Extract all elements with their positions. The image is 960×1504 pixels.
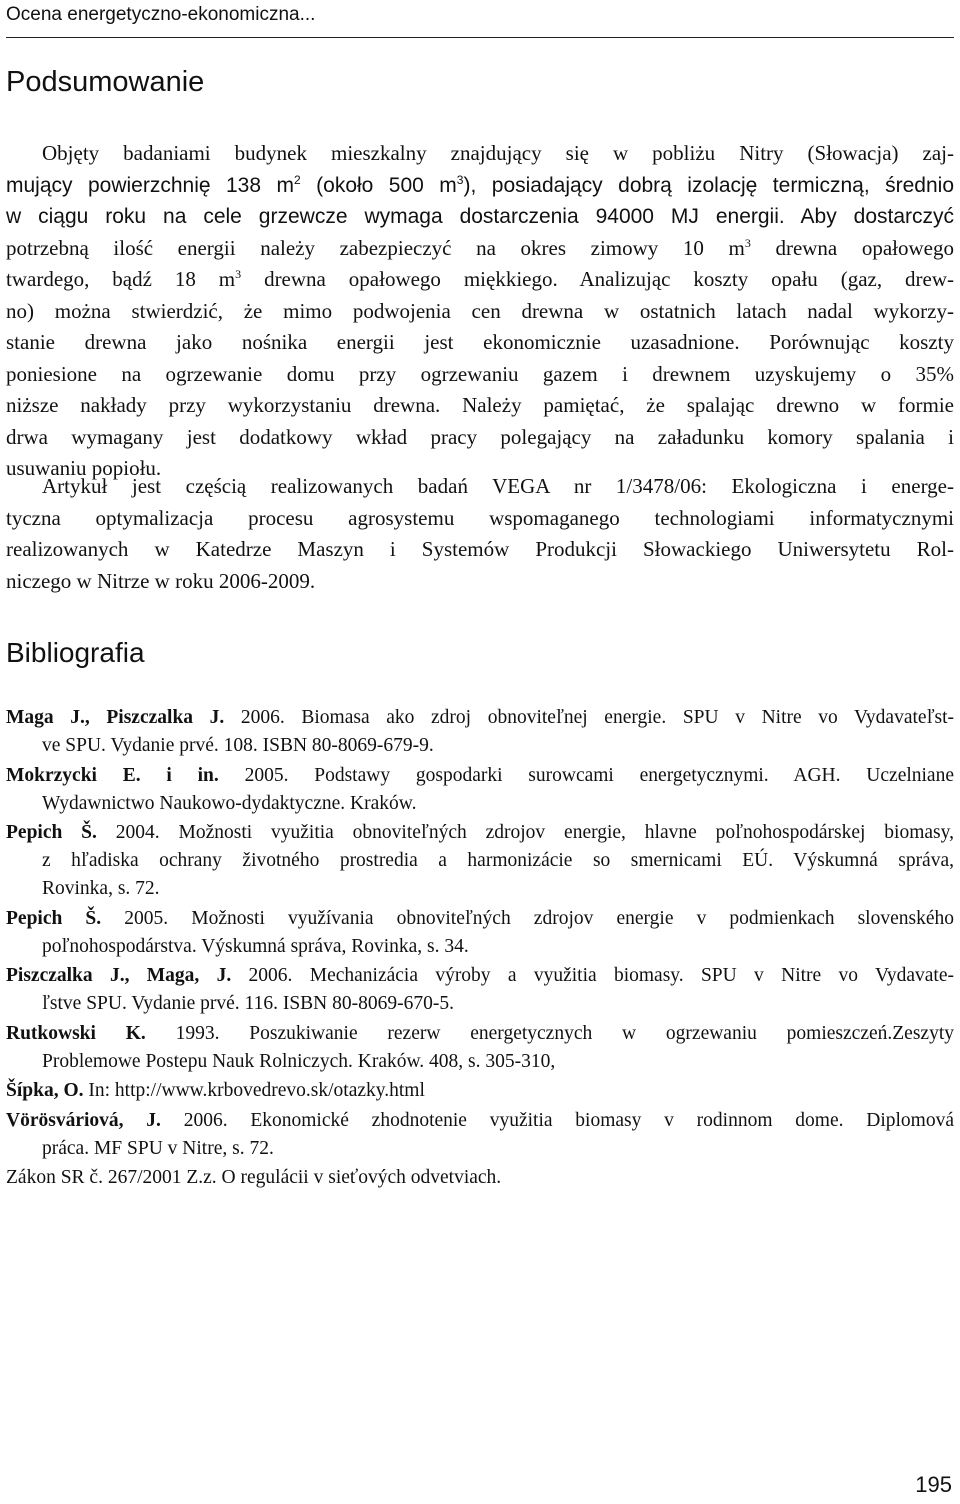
header-rule [6, 37, 954, 38]
bibliography-entry [6, 962, 954, 1018]
entry-line: poľnohospodárstva. Výskumná správa, Rovinka, s. 34. [42, 935, 469, 957]
superscript: 2 [294, 172, 301, 187]
bibliography-entry [6, 905, 954, 961]
text-line: Objęty badaniami budynek mieszkalny znajdujący się w pobliżu Nitry (Słowacja) zaj- [42, 141, 954, 165]
entry-text: 2006. Biomasa ako zdroj obnoviteľnej energie. SPU v Nitre vo Vydavateľst- [224, 707, 954, 728]
bibliography-entry [6, 762, 954, 818]
entry-author: Šípka, O. [6, 1080, 84, 1101]
entry-line: z hľadiska ochrany životného prostredia a harmonizácie so smernicami EÚ. Výskumná správa, [42, 850, 954, 871]
entry-author: Vörösváriová, J. [6, 1109, 161, 1131]
text-line: realizowanych w Katedrze Maszyn i Systemów Produkcji Słowackiego Uniwersytetu Rol- [6, 537, 954, 561]
entry-author: Pepich Š. [6, 907, 102, 929]
entry-author: Pepich Š. [6, 822, 97, 843]
entry-line [6, 962, 954, 990]
superscript: 3 [744, 235, 751, 250]
bibliography-entry [6, 1164, 954, 1192]
entry-text: 1993. Poszukiwanie rezerw energetycznych w ogrzewaniu pomieszczeń.Zeszyty [145, 1022, 954, 1044]
entry-line: Zákon SR č. 267/2001 Z.z. O regulácii v sieťových odvetviach. [6, 1167, 502, 1188]
bibliography-entry [6, 1077, 954, 1105]
text-span: drewna opałowego [750, 235, 954, 260]
text-line: niższe nakłady przy wykorzystaniu drewna. Należy pamiętać, że spalając drewno w formie [6, 393, 954, 417]
text-span: potrzebną ilość energii należy zabezpieczyć na okres zimowy 10 m [6, 235, 745, 260]
entry-line: Wydawnictwo Naukowo-dydaktyczne. Kraków. [42, 792, 417, 814]
entry-line: Rovinka, s. 72. [42, 878, 160, 899]
text-span: mujący powierzchnię 138 m [6, 173, 294, 197]
entry-author: Maga J., Piszczalka J. [6, 707, 225, 728]
entry-line: Problemowe Postepu Nauk Rolniczych. Kraków. 408, s. 305-310, [42, 1050, 556, 1072]
bibliography-entry [6, 704, 954, 760]
entry-text: 2006. Ekonomické zhodnotenie využitia biomasy v rodinnom dome. Diplomová [160, 1109, 954, 1131]
text-line: w ciągu roku na cele grzewcze wymaga dostarczenia 94000 MJ energii. Aby dostarczyć [6, 205, 954, 228]
entry-text: 2006. Mechanizácia výroby a využitia biomasy. SPU v Nitre vo Vydavate- [231, 965, 954, 986]
text-line [6, 233, 954, 265]
entry-author: Rutkowski K. [6, 1022, 146, 1044]
entry-text: In: http://www.krbovedrevo.sk/otazky.html [83, 1080, 425, 1101]
text-line [6, 170, 954, 202]
text-span: (około 500 m [300, 173, 457, 197]
entry-line [6, 1107, 954, 1135]
text-line [6, 264, 954, 296]
text-line: no) można stwierdzić, że mimo podwojenia cen drewna w ostatnich latach nadal wykorzy- [6, 298, 954, 323]
entry-line [6, 905, 954, 933]
text-span: drewna opałowego miękkiego. Analizując koszty opału (gaz, drew- [241, 267, 954, 291]
summary-paragraph-1 [6, 138, 954, 485]
text-line: poniesione na ogrzewanie domu przy ogrzewaniu gazem i drewnem uzyskujemy o 35% [6, 361, 954, 386]
entry-text: 2005. Možnosti využívania obnoviteľných zdrojov energie v podmienkach slovenského [101, 907, 954, 929]
text-line: Artykuł jest częścią realizowanych badań VEGA nr 1/3478/06: Ekologiczna i energe- [42, 474, 954, 498]
text-line: drwa wymagany jest dodatkowy wkład pracy polegający na załadunku komory spalania i [6, 424, 954, 449]
text-line: tyczna optymalizacja procesu agrosystemu wspomaganego technologiami informatycznymi [6, 505, 954, 530]
entry-line: ľstve SPU. Vydanie prvé. 116. ISBN 80-8069-670-5. [42, 993, 454, 1014]
text-line: stanie drewna jako nośnika energii jest ekonomicznie uzasadnione. Porównując koszty [6, 330, 954, 354]
superscript: 3 [456, 172, 464, 187]
entry-text: 2005. Podstawy gospodarki surowcami energetycznymi. AGH. Uczelniane [218, 764, 954, 786]
entry-line [6, 1020, 954, 1048]
entry-line [6, 819, 954, 847]
running-header: Ocena energetyczno-ekonomiczna... [6, 4, 316, 25]
text-line: niczego w Nitrze w roku 2006-2009. [6, 568, 316, 593]
text-span: ), posiadający dobrą izolację termiczną, średnio [463, 173, 954, 197]
entry-line: ve SPU. Vydanie prvé. 108. ISBN 80-8069-679-9. [42, 735, 434, 756]
entry-line [6, 762, 954, 790]
entry-line [6, 1077, 954, 1105]
bibliography-entry [6, 1107, 954, 1163]
summary-heading: Podsumowanie [6, 66, 205, 98]
bibliography-entry [6, 819, 954, 903]
entry-author: Piszczalka J., Maga, J. [6, 965, 232, 986]
summary-paragraph-2 [6, 471, 954, 597]
entry-author: Mokrzycki E. i in. [6, 764, 219, 786]
text-span: twardego, bądź 18 m [6, 267, 236, 291]
text-line: usuwaniu popiołu. [6, 456, 162, 480]
page-number: 195 [915, 1472, 952, 1497]
bibliography-heading: Bibliografia [6, 637, 145, 668]
superscript: 3 [235, 267, 242, 281]
bibliography-list [6, 704, 954, 1194]
entry-line: práca. MF SPU v Nitre, s. 72. [42, 1137, 274, 1159]
entry-line [6, 704, 954, 732]
bibliography-entry [6, 1020, 954, 1076]
entry-text: 2004. Možnosti využitia obnoviteľných zdrojov energie, hlavne poľnohospodárskej biomasy, [96, 822, 954, 843]
